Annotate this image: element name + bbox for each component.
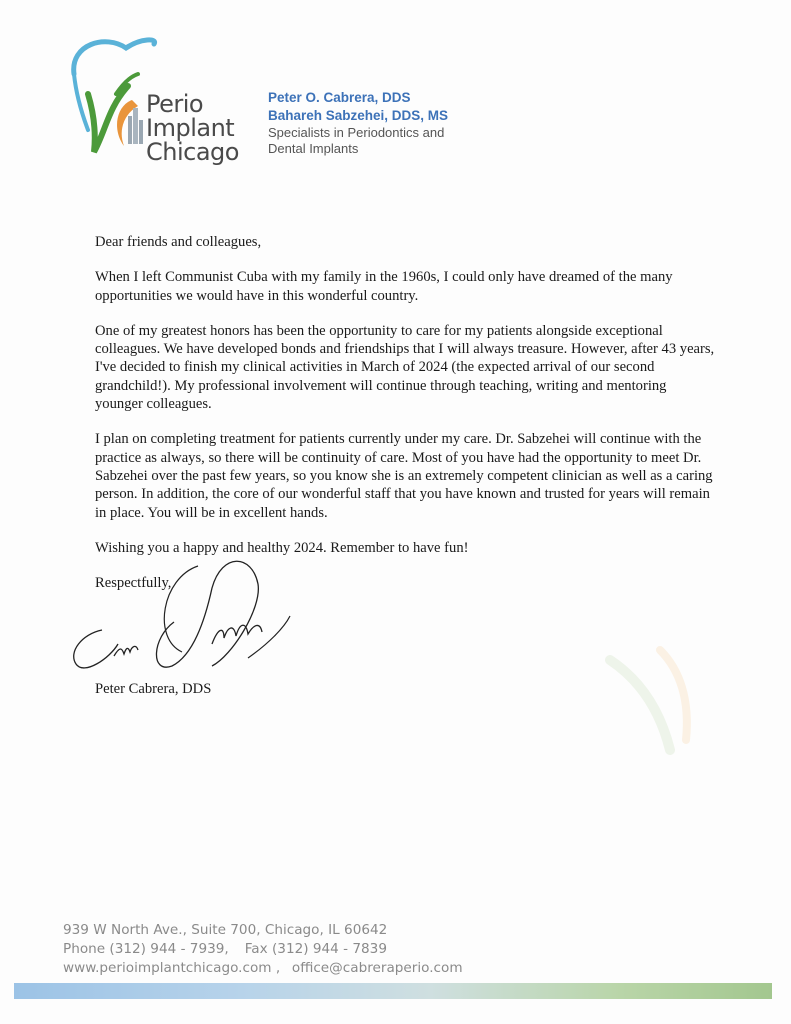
salutation: Dear friends and colleagues, bbox=[95, 234, 262, 250]
signer-name: Peter Cabrera, DDS bbox=[95, 681, 212, 697]
footer-email[interactable]: office@cabreraperio.com bbox=[291, 960, 463, 976]
logo-wordmark bbox=[146, 92, 239, 164]
paragraph: One of my greatest honors has been the opportunity to care for my patients alongside exceptional colleagues. We have developed bonds and friendships that I will always treasure. However, after 43 years, I've decided to finish my clinical activities in March of 2024 (the expected arrival of our second grandchild!). My professional involvement will continue through teaching, writing and mentoring younger colleagues. bbox=[95, 322, 715, 413]
logo-line: Perio bbox=[146, 90, 204, 118]
paragraph: Wishing you a happy and healthy 2024. Remember to have fun! bbox=[95, 539, 469, 556]
logo-line: Implant bbox=[146, 114, 235, 142]
footer-phone: Phone (312) 944 - 7939 bbox=[63, 941, 225, 957]
watermark-leaf-icon bbox=[590, 640, 730, 760]
closing: Respectfully, bbox=[95, 575, 172, 592]
letterhead-footer bbox=[63, 921, 463, 978]
paragraph: I plan on completing treatment for patients currently under my care. Dr. Sabzehei will continue with the practice as always, so there will be continuity of care. Most of you have had the opportunity to meet Dr. Sabzehei over the past few years, so you know she is an extremely competent clinician as well as a caring person. In addition, the core of our wonderful staff that you have known and trusted for years will remain in place. You will be in excellent hands. bbox=[95, 431, 713, 521]
specialty-line: Dental Implants bbox=[268, 141, 359, 156]
footer-color-bar bbox=[14, 983, 772, 999]
footer-contact: Phone (312) 944 - 7939, Fax (312) 944 - 7839 bbox=[63, 941, 387, 957]
logo-line: Chicago bbox=[146, 138, 239, 166]
specialty-line: Specialists in Periodontics and bbox=[268, 125, 445, 140]
practice-logo bbox=[66, 34, 256, 164]
paragraph: When I left Communist Cuba with my family in the 1960s, I could only have dreamed of the many opportunities we would have in this wonderful country. bbox=[95, 269, 673, 304]
footer-website[interactable]: www.perioimplantchicago.com bbox=[63, 960, 272, 976]
footer-web: www.perioimplantchicago.com , office@cabreraperio.com bbox=[63, 960, 463, 976]
footer-address: 939 W North Ave., Suite 700, Chicago, IL 60642 bbox=[63, 922, 388, 938]
doctor-name: Peter O. Cabrera, DDS bbox=[268, 90, 411, 105]
doctor-name: Bahareh Sabzehei, DDS, MS bbox=[268, 108, 449, 123]
letterhead-doctors bbox=[268, 89, 448, 157]
footer-fax: Fax (312) 944 - 7839 bbox=[244, 941, 387, 957]
handwritten-signature bbox=[62, 548, 302, 678]
